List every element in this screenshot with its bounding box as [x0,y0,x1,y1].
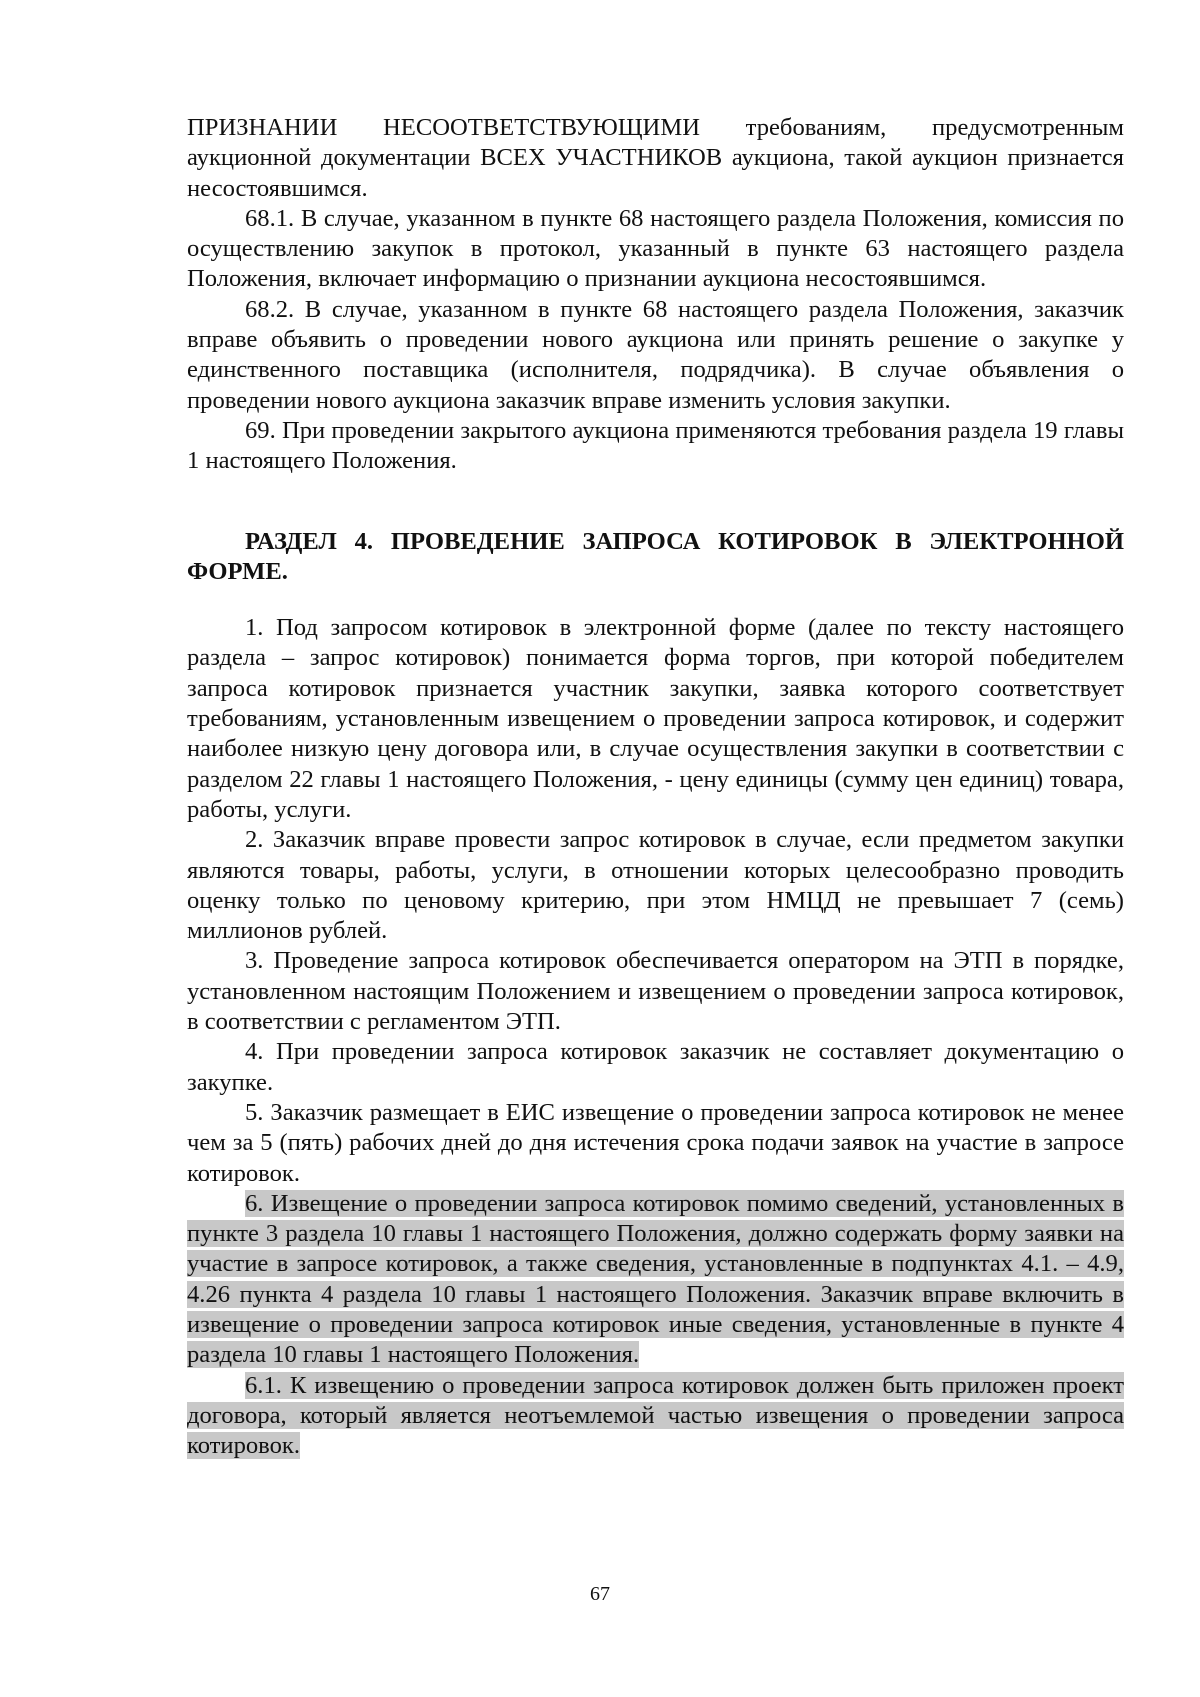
paragraph-6-1-highlighted [187,1371,1124,1462]
paragraph-1: 1. Под запросом котировок в электронной форме (далее по тексту настоящего раздела – запрос котировок) понимается форма торгов, при которой победителем запроса котировок признается участник закупки, заявка которого соответствует требованиям, установленным извещением о проведении запроса котировок, и содержит наиболее низкую цену договора или, в случае осуществления закупки в соответствии с разделом 22 главы 1 настоящего Положения, - цену единицы (сумму цен единиц) товара, работы, услуги. [187,614,1124,823]
document-body [187,113,1124,1461]
page-number: 67 [590,1583,610,1605]
highlighted-text: 6. Извещение о проведении запроса котировок помимо сведений, установленных в пункте 3 раздела 10 главы 1 настоящего Положения, должно содержать форму заявки на участие в запросе котировок, а также сведения, установленные в подпунктах 4.1. – 4.9, 4.26 пункта 4 раздела 10 главы 1 настоящего Положения. Заказчик вправе включить в извещение о проведении запроса котировок иные сведения, установленные в пункте 4 раздела 10 главы 1 настоящего Положения. [187,1189,1124,1369]
paragraph-2: 2. Заказчик вправе провести запрос котировок в случае, если предметом закупки являются товары, работы, услуги, в отношении которых целесообразно проводить оценку только по ценовому критерию, при этом НМЦД не превышает 7 (семь) миллионов рублей. [187,826,1124,945]
section-heading: РАЗДЕЛ 4. ПРОВЕДЕНИЕ ЗАПРОСА КОТИРОВОК В ЭЛЕКТРОННОЙ ФОРМЕ. [187,527,1124,585]
paragraph-4: 4. При проведении запроса котировок заказчик не составляет документацию о закупке. [187,1038,1124,1096]
paragraph-69: 69. При проведении закрытого аукциона применяются требования раздела 19 главы 1 настоящего Положения. [187,416,1124,475]
paragraph-68-2: 68.2. В случае, указанном в пункте 68 настоящего раздела Положения, заказчик вправе объявить о проведении нового аукциона или принять решение о закупке у единственного поставщика (исполнителя, подрядчика). В случае объявления о проведении нового аукциона заказчик вправе изменить условия закупки. [187,295,1124,414]
highlighted-text: 6.1. К извещению о проведении запроса котировок должен быть приложен проект договора, который является неотъемлемой частью извещения о проведении запроса котировок. [187,1371,1124,1460]
paragraph-68-1: 68.1. В случае, указанном в пункте 68 настоящего раздела Положения, комиссия по осуществлению закупок в протокол, указанный в пункте 63 настоящего раздела Положения, включает информацию о признании аукциона несостоявшимся. [187,204,1124,293]
paragraph-6-highlighted [187,1189,1124,1371]
paragraph-continuation: ПРИЗНАНИИ НЕСООТВЕТСТВУЮЩИМИ требованиям, предусмотренным аукционной документации ВСЕХ УЧАСТНИКОВ аукциона, такой аукцион признается несостоявшимся. [187,114,1124,202]
paragraph-5: 5. Заказчик размещает в ЕИС извещение о проведении запроса котировок не менее чем за 5 (пять) рабочих дней до дня истечения срока подачи заявок на участие в запросе котировок. [187,1098,1124,1187]
paragraph-3: 3. Проведение запроса котировок обеспечивается оператором на ЭТП в порядке, установленном настоящим Положением и извещением о проведении запроса котировок, в соответствии с регламентом ЭТП. [187,947,1124,1036]
